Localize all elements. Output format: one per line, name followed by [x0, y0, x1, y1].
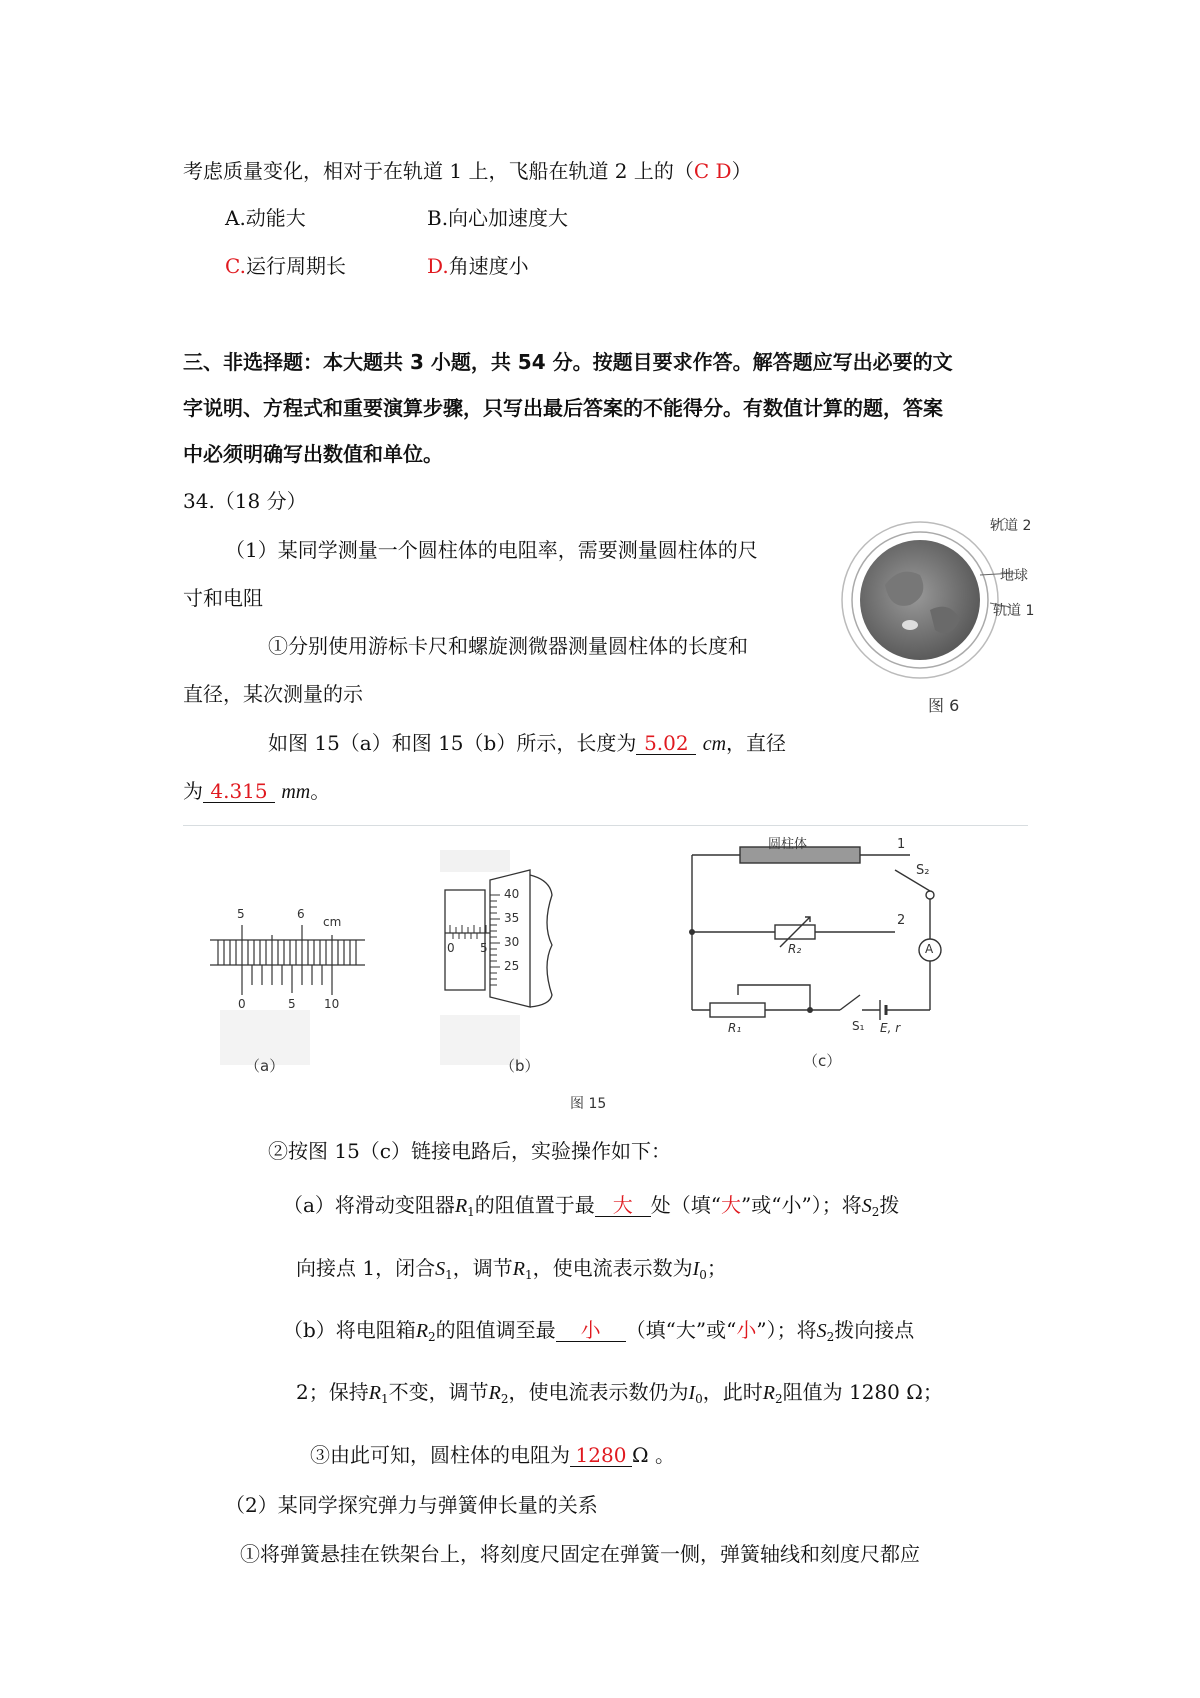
caliper-tick-6: 6 — [297, 907, 305, 921]
micrometer-tick-40: 40 — [504, 887, 520, 901]
step2-intro: ②按图 15（c）链接电路后，实验操作如下： — [268, 1139, 672, 1163]
section3-line2: 字说明、方程式和重要演算步骤，只写出最后答案的不能得分。有数值计算的题，答案 — [183, 396, 943, 420]
figure-6 — [840, 515, 1050, 725]
q34-step1-line3: 如图 15（a）和图 15（b）所示，长度为 5.02 cm，直径 — [268, 731, 787, 755]
micrometer-tick-30: 30 — [504, 935, 520, 949]
r1-label: R₁ — [728, 1021, 742, 1035]
rheostat-r1 — [710, 1003, 765, 1017]
length-answer: 5.02 — [636, 733, 696, 755]
part2-step1: ①将弹簧悬挂在铁架台上，将刻度尺固定在弹簧一侧，弹簧轴线和刻度尺都应 — [240, 1542, 920, 1566]
contact-2-label: 2 — [897, 913, 906, 928]
prev-question-stem: 考虑质量变化，相对于在轨道 1 上，飞船在轨道 2 上的（C D） — [183, 159, 752, 183]
circuit-diagram — [680, 825, 980, 1070]
answer-min: 小 — [556, 1320, 626, 1342]
q34-step1-line4: 为 4.315 mm。 — [183, 779, 331, 803]
caliper-vernier-5: 5 — [288, 997, 296, 1011]
s1-label: S₁ — [852, 1019, 865, 1033]
q34-header: 34.（18 分） — [183, 489, 307, 513]
figure-15c-label: （c） — [803, 1052, 842, 1070]
caliper-unit: cm — [323, 915, 342, 929]
caliper-tick-5: 5 — [237, 907, 245, 921]
diameter-answer: 4.315 — [203, 781, 275, 803]
caliper-vernier-10: 10 — [324, 997, 340, 1011]
q34-step1-line1: ①分别使用游标卡尺和螺旋测微器测量圆柱体的长度和 — [268, 634, 748, 658]
step2-a-line2: 向接点 1，闭合$S_1$，调节$R_1$，使电流表示数为$I_0$； — [296, 1256, 727, 1282]
contact-1-label: 1 — [897, 837, 906, 852]
micrometer-tick-25: 25 — [504, 959, 520, 973]
earth-disc — [860, 540, 980, 660]
ammeter-label: A — [925, 942, 934, 956]
figure-15a — [200, 845, 380, 1075]
caliper-vernier-0: 0 — [238, 997, 246, 1011]
cylinder-label: 圆柱体 — [768, 837, 808, 852]
q34-step1-line2: 直径，某次测量的示 — [183, 682, 363, 706]
option-b: B.向心加速度大 — [427, 206, 569, 230]
answer-max: 大 — [595, 1195, 651, 1217]
figure-15b-label: （b） — [500, 1057, 540, 1075]
micrometer-zero: 0 — [447, 941, 455, 955]
part2-title: （2）某同学探究弹力与弹簧伸长量的关系 — [225, 1493, 598, 1517]
prev-answer: C D — [693, 159, 732, 183]
step2-b-line1: （b）将电阻箱$R_2$的阻值调至最 小 （填“大”或“小”）；将$S_2$拨向接点 — [283, 1318, 915, 1344]
step3-line: ③由此可知，圆柱体的电阻为 1280 Ω 。 — [310, 1443, 675, 1467]
option-a: A.动能大 — [225, 206, 306, 230]
section3-line1: 三、非选择题：本大题共 3 小题，共 54 分。按题目要求作答。解答题应写出必要的文 — [183, 350, 953, 374]
section3-line3: 中必须明确写出数值和单位。 — [183, 442, 443, 466]
vernier-caliper — [200, 845, 380, 1075]
figure-15c — [680, 825, 980, 1070]
orbit-2-label: 轨道 2 — [990, 518, 1032, 534]
step2-b-line2: 2；保持$R_1$不变，调节$R_2$，使电流表示数仍为$I_0$，此时$R_2$阻值为 1280 Ω； — [296, 1380, 943, 1406]
orbit-1-label: 轨道 1 — [993, 603, 1035, 619]
step2-a-line1: （a）将滑动变阻器$R_1$的阻值置于最 大 处（填“大”或“小”）；将$S_2$拨 — [283, 1193, 900, 1219]
option-d: D.角速度小 — [427, 254, 529, 278]
q34-part1-line1: （1）某同学测量一个圆柱体的电阻率，需要测量圆柱体的尺 — [225, 538, 758, 562]
figure-15a-label: （a） — [245, 1057, 285, 1075]
figure-6-caption: 图 6 — [928, 696, 960, 715]
option-c: C.运行周期长 — [225, 254, 346, 278]
q34-part1-line2: 寸和电阻 — [183, 586, 263, 610]
s2-label: S₂ — [916, 863, 930, 878]
micrometer-five: 5 — [480, 941, 488, 955]
figure-15-caption: 图 15 — [570, 1096, 607, 1112]
resistance-answer: 1280 — [570, 1445, 632, 1467]
emf-label: E, r — [880, 1021, 901, 1035]
figure-15b — [440, 845, 610, 1075]
micrometer-tick-35: 35 — [504, 911, 520, 925]
micrometer — [440, 845, 610, 1075]
r2-label: R₂ — [788, 942, 802, 956]
earth-label: 地球 — [1000, 568, 1028, 584]
